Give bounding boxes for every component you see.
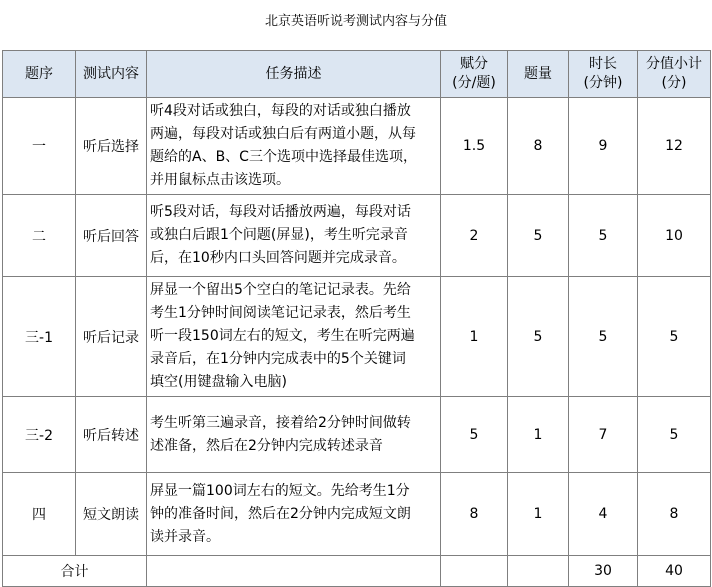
- row-subtotal: 12: [638, 98, 711, 195]
- row-seq: 四: [3, 473, 76, 556]
- table-row: [3, 277, 711, 397]
- row-qty: 8: [508, 98, 569, 195]
- row-subtotal: 5: [638, 397, 711, 473]
- header-time-line2: (分钟): [583, 75, 623, 91]
- row-time: 4: [569, 473, 638, 556]
- test-content-table: [2, 50, 711, 587]
- total-label: 合计: [3, 556, 147, 587]
- total-empty-score: [441, 556, 508, 587]
- desc-line: 或独白后跟1个问题(屏显)，考生听完录音: [150, 227, 408, 243]
- header-content: 测试内容: [76, 51, 147, 98]
- header-row: [3, 51, 711, 98]
- desc-line: 填空(用键盘输入电脑): [150, 374, 287, 390]
- desc-line: 录音后，在1分钟内完成表中的5个关键词: [150, 351, 406, 367]
- desc-line: 读并录音。: [150, 528, 220, 545]
- row-content: 听后记录: [76, 277, 147, 397]
- row-seq: 三-2: [3, 397, 76, 473]
- desc-line: 后，在10秒内口头回答问题并完成录音。: [150, 250, 406, 266]
- desc-line: 钟的准备时间，然后在2分钟内完成短文朗: [150, 505, 411, 522]
- row-qty: 5: [508, 195, 569, 277]
- header-score-line1: 赋分: [460, 56, 488, 72]
- row-time: 5: [569, 195, 638, 277]
- row-score: 1.5: [441, 98, 508, 195]
- desc-line: 两遍，每段对话或独白后有两道小题，从每: [150, 126, 416, 142]
- row-content: 听后回答: [76, 195, 147, 277]
- row-subtotal: 8: [638, 473, 711, 556]
- row-seq: 三-1: [3, 277, 76, 397]
- row-qty: 1: [508, 397, 569, 473]
- desc-line: 听5段对话，每段对话播放两遍，每段对话: [150, 204, 411, 220]
- row-subtotal: 10: [638, 195, 711, 277]
- row-score: 1: [441, 277, 508, 397]
- desc-line: 题给的A、B、C三个选项中选择最佳选项，: [150, 149, 417, 165]
- header-desc: 任务描述: [147, 51, 441, 98]
- header-score-line2: (分/题): [452, 75, 496, 91]
- header-subtotal: [638, 51, 711, 98]
- desc-line: 考生听第三遍录音，接着给2分钟时间做转: [150, 414, 411, 431]
- row-desc: [147, 277, 441, 397]
- row-time: 7: [569, 397, 638, 473]
- header-qty: 题量: [508, 51, 569, 98]
- row-content: 听后转述: [76, 397, 147, 473]
- row-seq: 二: [3, 195, 76, 277]
- desc-line: 述准备，然后在2分钟内完成转述录音: [150, 437, 383, 454]
- desc-line: 考生1分钟时间阅读笔记记录表，然后考生: [150, 305, 411, 321]
- header-subtotal-line2: (分): [661, 75, 687, 91]
- header-subtotal-line1: 分值小计: [646, 56, 702, 72]
- table-title: 北京英语听说考测试内容与分值: [264, 14, 447, 29]
- total-empty-qty: [508, 556, 569, 587]
- row-qty: 1: [508, 473, 569, 556]
- table-row: [3, 473, 711, 556]
- row-desc: [147, 98, 441, 195]
- row-desc: [147, 473, 441, 556]
- table-row: [3, 98, 711, 195]
- desc-line: 屏显一个留出5个空白的笔记记录表。先给: [150, 282, 411, 298]
- row-subtotal: 5: [638, 277, 711, 397]
- table-row: [3, 397, 711, 473]
- desc-line: 听一段150词左右的短文，考生在听完两遍: [150, 328, 415, 344]
- header-score: [441, 51, 508, 98]
- row-desc: [147, 195, 441, 277]
- row-seq: 一: [3, 98, 76, 195]
- row-score: 8: [441, 473, 508, 556]
- desc-line: 听4段对话或独白，每段的对话或独白播放: [150, 103, 411, 119]
- total-subtotal: 40: [638, 556, 711, 587]
- row-score: 2: [441, 195, 508, 277]
- row-qty: 5: [508, 277, 569, 397]
- row-time: 9: [569, 98, 638, 195]
- header-time: [569, 51, 638, 98]
- header-seq: 题序: [3, 51, 76, 98]
- total-row: [3, 556, 711, 587]
- total-empty-desc: [147, 556, 441, 587]
- row-time: 5: [569, 277, 638, 397]
- total-time: 30: [569, 556, 638, 587]
- desc-line: 屏显一篇100词左右的短文。先给考生1分: [150, 482, 410, 499]
- table-row: [3, 195, 711, 277]
- row-desc: [147, 397, 441, 473]
- row-content: 听后选择: [76, 98, 147, 195]
- row-content: 短文朗读: [76, 473, 147, 556]
- row-score: 5: [441, 397, 508, 473]
- desc-line: 并用鼠标点击该选项。: [150, 172, 290, 188]
- header-time-line1: 时长: [589, 56, 617, 72]
